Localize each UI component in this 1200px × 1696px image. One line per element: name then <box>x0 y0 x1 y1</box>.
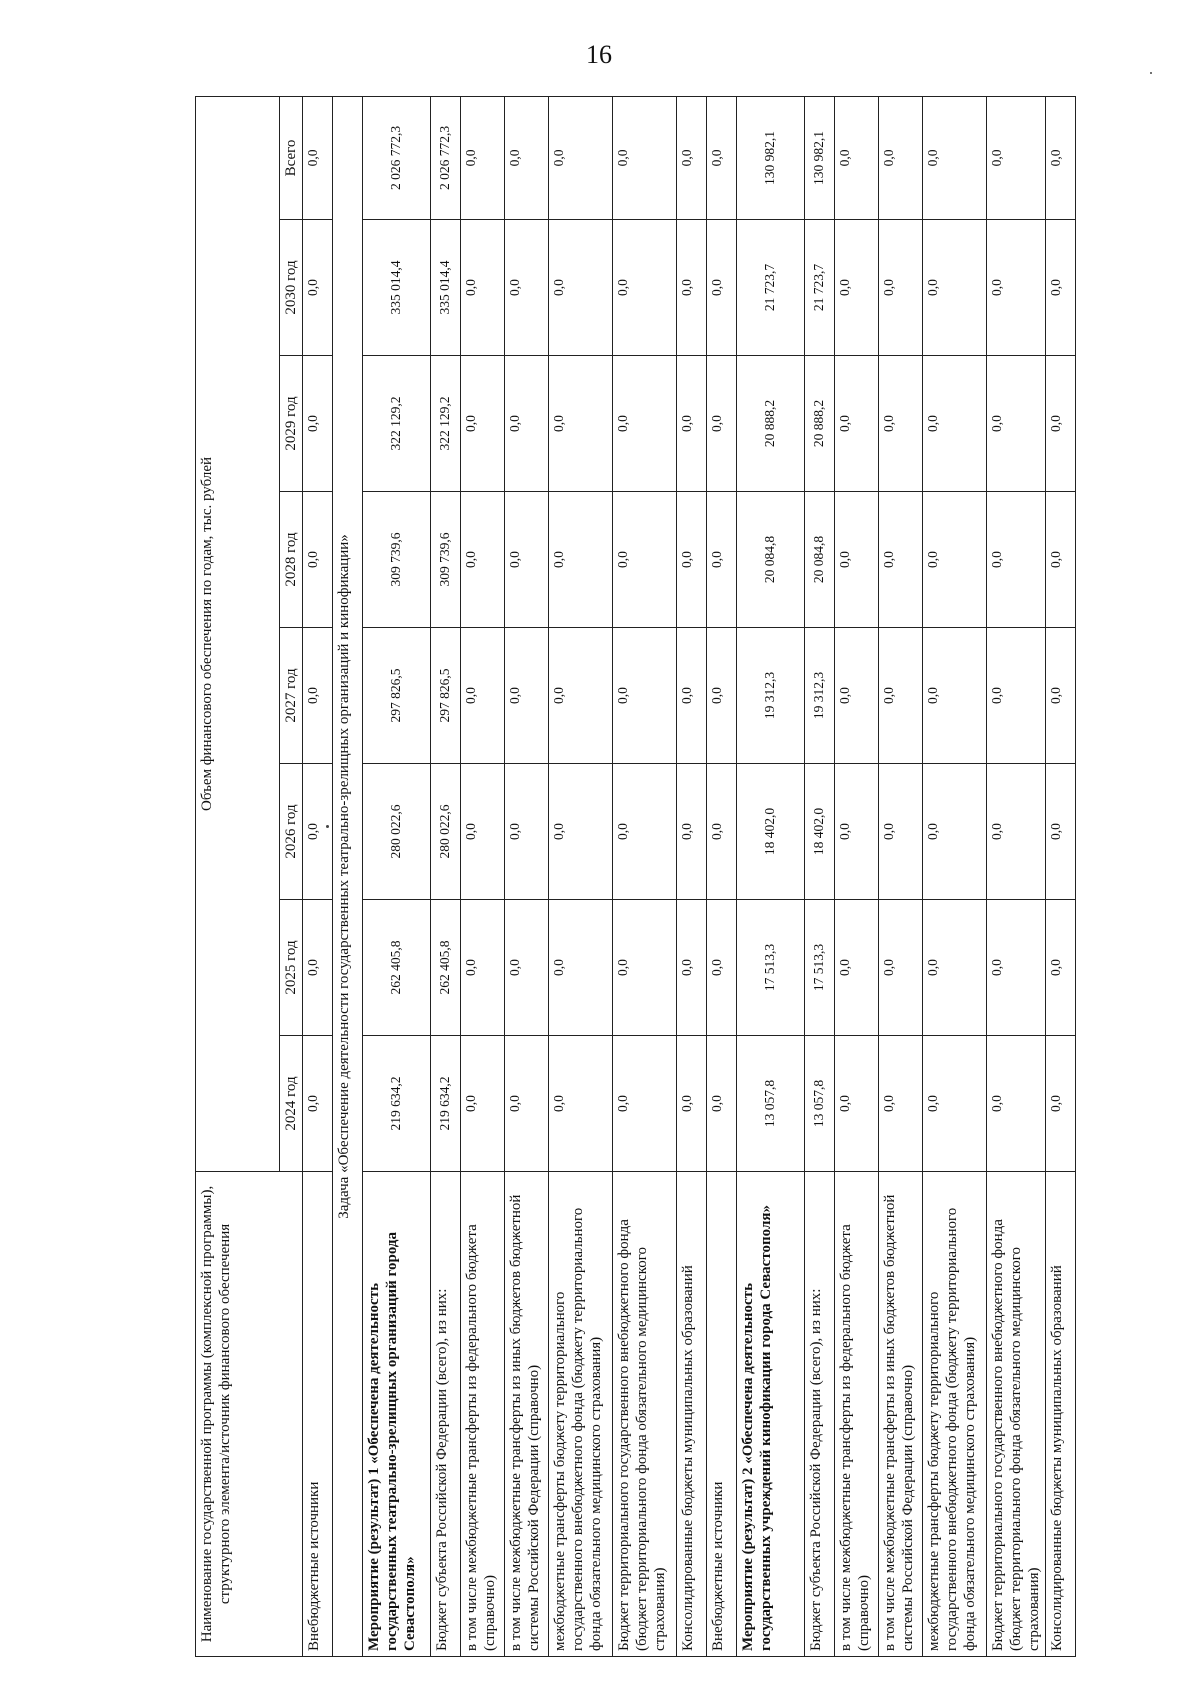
table-row <box>835 96 879 1656</box>
table-row <box>707 96 737 1656</box>
value-cell: 219 634,2 <box>431 1036 461 1172</box>
value-cell: 0,0 <box>549 764 613 900</box>
value-cell: 0,0 <box>1046 900 1076 1036</box>
page-number: 16 <box>586 40 612 69</box>
value-cell: 0,0 <box>677 492 707 628</box>
value-cell: 0,0 <box>461 220 505 356</box>
value-cell: 0,0 <box>707 1036 737 1172</box>
value-cell: 20 084,8 <box>737 492 805 628</box>
value-cell: 0,0 <box>461 1036 505 1172</box>
table-row <box>505 96 549 1656</box>
value-cell: 0,0 <box>879 764 923 900</box>
value-cell: 20 084,8 <box>805 492 835 628</box>
row-label: в том числе межбюджетные трансферты из иных бюджетов бюджетной системы Российской Федерации (справочно) <box>879 1172 923 1657</box>
value-cell: 0,0 <box>613 492 677 628</box>
value-cell: 18 402,0 <box>737 764 805 900</box>
table-row <box>737 96 805 1656</box>
value-cell: 0,0 <box>461 900 505 1036</box>
value-cell: 0,0 <box>923 356 987 492</box>
value-cell: 0,0 <box>303 220 333 356</box>
value-cell: 0,0 <box>707 764 737 900</box>
value-cell: 0,0 <box>505 900 549 1036</box>
financing-table <box>195 96 1076 1657</box>
row-label: Мероприятие (результат) 1 «Обеспечена деятельность государственных театрально-зрелищных организаций города Севастополя» <box>363 1172 431 1657</box>
value-cell: 219 634,2 <box>363 1036 431 1172</box>
value-cell: 0,0 <box>549 96 613 219</box>
value-cell: 0,0 <box>879 1036 923 1172</box>
task-title: Задача «Обеспечение деятельности государственных театрально-зрелищных организаций и кинофикации» <box>333 96 363 1656</box>
value-cell: 0,0 <box>923 220 987 356</box>
value-cell: 0,0 <box>613 96 677 219</box>
table-row <box>677 96 707 1656</box>
value-cell: 0,0 <box>879 900 923 1036</box>
value-cell: 0,0 <box>1046 764 1076 900</box>
value-cell: 280 022,6 <box>363 764 431 900</box>
table-row <box>363 96 431 1656</box>
value-cell: 17 513,3 <box>805 900 835 1036</box>
value-cell: 0,0 <box>505 628 549 764</box>
value-cell: 0,0 <box>987 356 1046 492</box>
value-cell: 0,0 <box>303 492 333 628</box>
value-cell: 0,0 <box>923 96 987 219</box>
value-cell: 309 739,6 <box>363 492 431 628</box>
value-cell: 0,0 <box>613 764 677 900</box>
value-cell: 21 723,7 <box>805 220 835 356</box>
table-row <box>1046 96 1076 1656</box>
value-cell: 0,0 <box>879 628 923 764</box>
value-cell: 0,0 <box>677 96 707 219</box>
value-cell: 2 026 772,3 <box>431 96 461 219</box>
header-name: Наименование государственной программы (комплексной программы), структурного элемента/источник финансового обеспечения <box>196 1172 303 1657</box>
value-cell: 13 057,8 <box>805 1036 835 1172</box>
value-cell: 0,0 <box>707 220 737 356</box>
value-cell: 21 723,7 <box>737 220 805 356</box>
value-cell: 0,0 <box>923 628 987 764</box>
value-cell: 0,0 <box>677 356 707 492</box>
value-cell: 0,0 <box>879 220 923 356</box>
value-cell: 0,0 <box>987 1036 1046 1172</box>
row-label: Внебюджетные источники <box>707 1172 737 1657</box>
value-cell: 0,0 <box>461 492 505 628</box>
value-cell: 0,0 <box>987 492 1046 628</box>
value-cell: 0,0 <box>505 220 549 356</box>
value-cell: 19 312,3 <box>737 628 805 764</box>
value-cell: 0,0 <box>707 356 737 492</box>
value-cell: 0,0 <box>835 220 879 356</box>
value-cell: 0,0 <box>505 492 549 628</box>
row-label: межбюджетные трансферты бюджету территориального государственного внебюджетного фонда (бюджету территориального фонда обязательного медицинского страхования) <box>923 1172 987 1657</box>
value-cell: 0,0 <box>461 96 505 219</box>
row-label: Бюджет субъекта Российской Федерации (всего), из них: <box>805 1172 835 1657</box>
row-label: Бюджет территориального государственного внебюджетного фонда (бюджет территориального фонда обязательного медицинского страхования) <box>987 1172 1046 1657</box>
value-cell: 0,0 <box>879 492 923 628</box>
value-cell: 0,0 <box>879 356 923 492</box>
value-cell: 0,0 <box>613 628 677 764</box>
table-row <box>613 96 677 1656</box>
table-row <box>549 96 613 1656</box>
row-label: межбюджетные трансферты бюджету территориального государственного внебюджетного фонда (бюджету территориального фонда обязательного медицинского страхования) <box>549 1172 613 1657</box>
value-cell: 0,0 <box>707 900 737 1036</box>
header-volume: Объем финансового обеспечения по годам, тыс. рублей <box>196 96 280 1171</box>
value-cell: 0,0 <box>505 356 549 492</box>
value-cell: 18 402,0 <box>805 764 835 900</box>
value-cell: 262 405,8 <box>431 900 461 1036</box>
table-row <box>461 96 505 1656</box>
value-cell: 0,0 <box>505 764 549 900</box>
value-cell: 0,0 <box>549 628 613 764</box>
value-cell: 0,0 <box>505 1036 549 1172</box>
value-cell: 0,0 <box>549 356 613 492</box>
value-cell: 0,0 <box>923 764 987 900</box>
table-row <box>303 96 333 1656</box>
value-cell: 0,0 <box>835 1036 879 1172</box>
table-row <box>987 96 1046 1656</box>
value-cell: 130 982,1 <box>737 96 805 219</box>
value-cell: 0,0 <box>987 628 1046 764</box>
value-cell: 0,0 <box>835 900 879 1036</box>
value-cell: 0,0 <box>879 96 923 219</box>
value-cell: 0,0 <box>1046 628 1076 764</box>
value-cell: 0,0 <box>613 1036 677 1172</box>
value-cell: 0,0 <box>549 220 613 356</box>
value-cell: 0,0 <box>461 764 505 900</box>
value-cell: 0,0 <box>707 492 737 628</box>
row-label: Мероприятие (результат) 2 «Обеспечена деятельность государственных учреждений кинофикации города Севастополя» <box>737 1172 805 1657</box>
value-cell: 0,0 <box>549 900 613 1036</box>
value-cell: 0,0 <box>987 900 1046 1036</box>
table-row <box>923 96 987 1656</box>
table-row <box>805 96 835 1656</box>
value-cell: 322 129,2 <box>363 356 431 492</box>
value-cell: 0,0 <box>987 764 1046 900</box>
value-cell: 0,0 <box>303 628 333 764</box>
value-cell: 0,0 <box>613 356 677 492</box>
row-label: в том числе межбюджетные трансферты из федерального бюджета (справочно) <box>461 1172 505 1657</box>
value-cell: 2 026 772,3 <box>363 96 431 219</box>
value-cell: 335 014,4 <box>431 220 461 356</box>
value-cell: 0,0 <box>987 220 1046 356</box>
table-row <box>879 96 923 1656</box>
value-cell: 0,0 <box>677 220 707 356</box>
value-cell: 335 014,4 <box>363 220 431 356</box>
value-cell: 0,0 <box>505 96 549 219</box>
value-cell: 0,0 <box>677 764 707 900</box>
value-cell: 297 826,5 <box>363 628 431 764</box>
value-cell: 0,0 <box>303 764 333 900</box>
header-year: Всего <box>280 96 303 219</box>
value-cell: 20 888,2 <box>737 356 805 492</box>
value-cell: 0,0 <box>923 492 987 628</box>
value-cell: 0,0 <box>923 1036 987 1172</box>
value-cell: 0,0 <box>707 96 737 219</box>
value-cell: 20 888,2 <box>805 356 835 492</box>
value-cell: 0,0 <box>1046 492 1076 628</box>
value-cell: 13 057,8 <box>737 1036 805 1172</box>
header-year: 2026 год <box>280 764 303 900</box>
value-cell: 0,0 <box>303 1036 333 1172</box>
value-cell: 0,0 <box>677 1036 707 1172</box>
scan-speck <box>326 825 329 828</box>
value-cell: 0,0 <box>835 356 879 492</box>
value-cell: 0,0 <box>303 96 333 219</box>
header-year: 2028 год <box>280 492 303 628</box>
value-cell: 309 739,6 <box>431 492 461 628</box>
row-label: в том числе межбюджетные трансферты из иных бюджетов бюджетной системы Российской Федерации (справочно) <box>505 1172 549 1657</box>
value-cell: 297 826,5 <box>431 628 461 764</box>
header-year: 2025 год <box>280 900 303 1036</box>
row-label: в том числе межбюджетные трансферты из федерального бюджета (справочно) <box>835 1172 879 1657</box>
header-year: 2029 год <box>280 356 303 492</box>
task-row <box>333 96 363 1656</box>
value-cell: 0,0 <box>613 220 677 356</box>
value-cell: 17 513,3 <box>737 900 805 1036</box>
value-cell: 0,0 <box>303 356 333 492</box>
header-year: 2027 год <box>280 628 303 764</box>
header-year: 2024 год <box>280 1036 303 1172</box>
header-year: 2030 год <box>280 220 303 356</box>
value-cell: 0,0 <box>835 628 879 764</box>
value-cell: 0,0 <box>549 492 613 628</box>
row-label: Консолидированные бюджеты муниципальных образований <box>1046 1172 1076 1657</box>
value-cell: 0,0 <box>1046 1036 1076 1172</box>
value-cell: 0,0 <box>835 96 879 219</box>
value-cell: 130 982,1 <box>805 96 835 219</box>
value-cell: 0,0 <box>707 628 737 764</box>
value-cell: 0,0 <box>835 492 879 628</box>
scan-speck <box>1150 72 1152 74</box>
value-cell: 0,0 <box>1046 356 1076 492</box>
row-label: Бюджет субъекта Российской Федерации (всего), из них: <box>431 1172 461 1657</box>
value-cell: 0,0 <box>461 356 505 492</box>
value-cell: 0,0 <box>613 900 677 1036</box>
value-cell: 0,0 <box>923 900 987 1036</box>
value-cell: 0,0 <box>549 1036 613 1172</box>
value-cell: 322 129,2 <box>431 356 461 492</box>
row-label: Консолидированные бюджеты муниципальных образований <box>677 1172 707 1657</box>
rotated-table-container <box>195 97 1135 1657</box>
value-cell: 0,0 <box>1046 96 1076 219</box>
row-label: Внебюджетные источники <box>303 1172 333 1657</box>
value-cell: 0,0 <box>303 900 333 1036</box>
value-cell: 0,0 <box>835 764 879 900</box>
value-cell: 0,0 <box>987 96 1046 219</box>
value-cell: 0,0 <box>461 628 505 764</box>
value-cell: 0,0 <box>1046 220 1076 356</box>
value-cell: 0,0 <box>677 900 707 1036</box>
row-label: Бюджет территориального государственного внебюджетного фонда (бюджет территориального фонда обязательного медицинского страхования) <box>613 1172 677 1657</box>
table-row <box>431 96 461 1656</box>
value-cell: 262 405,8 <box>363 900 431 1036</box>
value-cell: 19 312,3 <box>805 628 835 764</box>
value-cell: 280 022,6 <box>431 764 461 900</box>
value-cell: 0,0 <box>677 628 707 764</box>
